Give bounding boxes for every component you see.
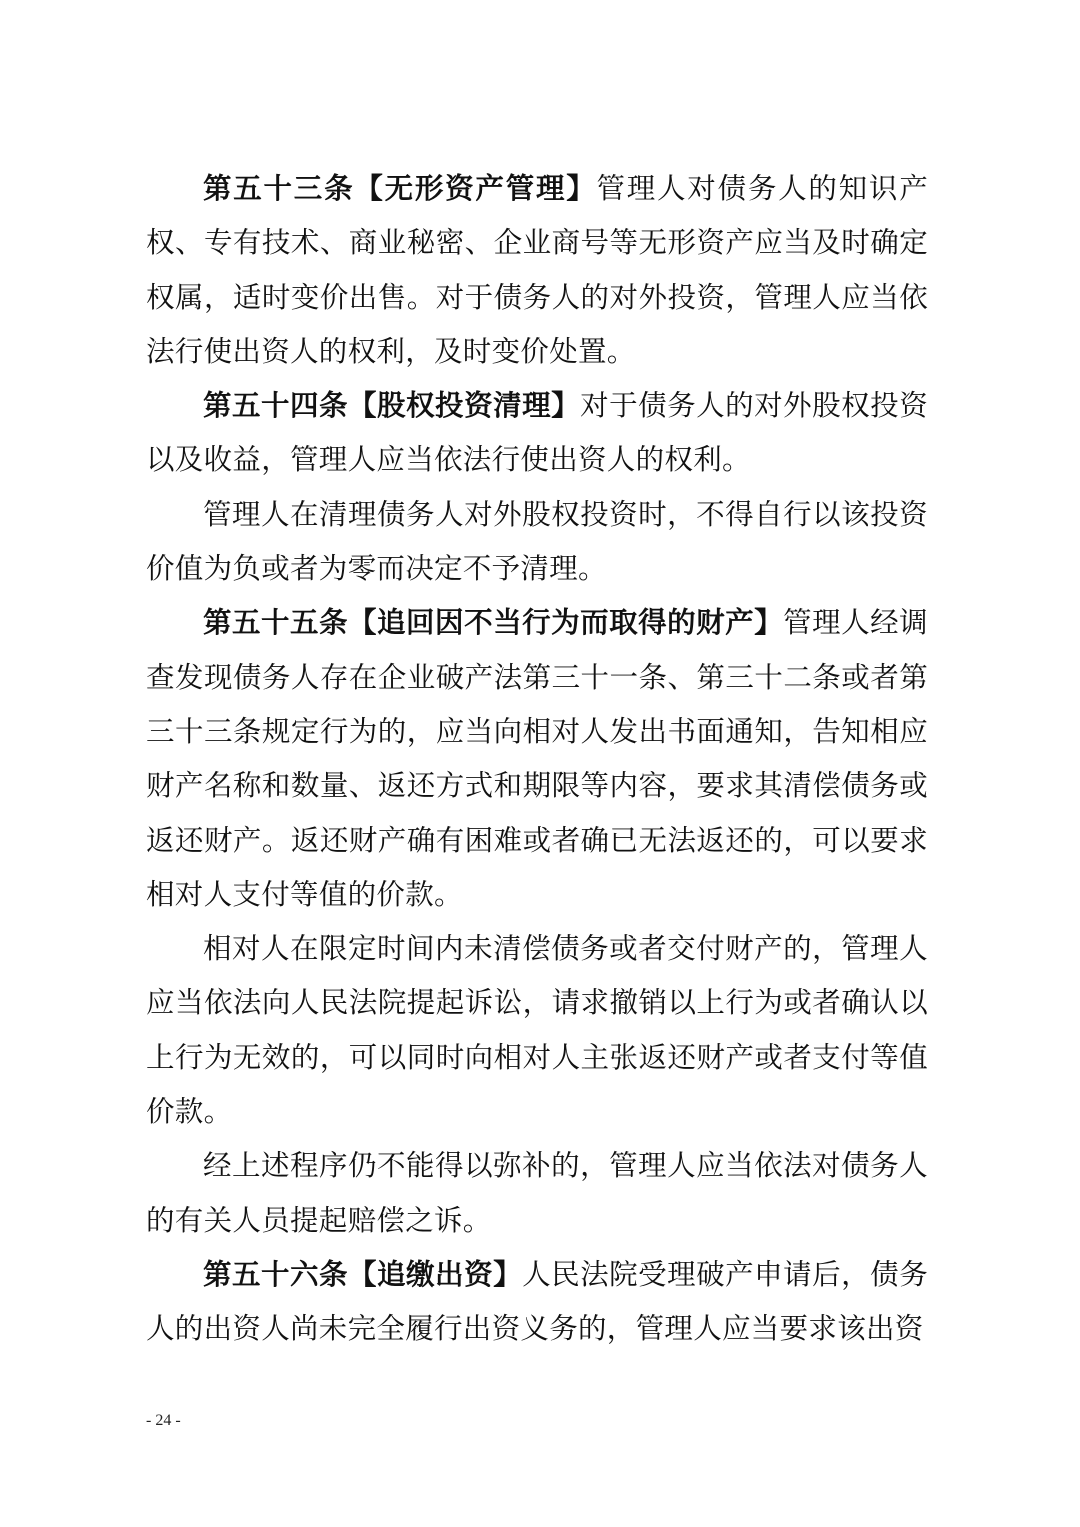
article-54-text-2: 管理人在清理债务人对外股权投资时，不得自行以该投资价值为负或者为零而决定不予清理。 (146, 497, 928, 586)
article-55-paragraph-2 (146, 922, 928, 1139)
article-56-text: 人民法院受理破产申请后，债务人的出资人尚未完全履行出资义务的，管理人应当要求该出资 (146, 1257, 928, 1346)
page-number: - 24 - (146, 1412, 181, 1429)
article-55-text-3: 经上述程序仍不能得以弥补的，管理人应当依法对债务人的有关人员提起赔偿之诉。 (146, 1149, 928, 1237)
article-55-heading: 第五十五条【追回因不当行为而取得的财产】 (203, 606, 784, 640)
article-55-paragraph (146, 596, 928, 922)
article-56-heading: 第五十六条【追缴出资】 (203, 1257, 523, 1291)
article-53-text: 管理人对债务人的知识产权、专有技术、商业秘密、企业商号等无形资产应当及时确定权属，适时变价出售。对于债务人的对外投资，管理人应当依法行使出资人的权利，及时变价处置。 (146, 172, 928, 368)
article-55-paragraph-3 (146, 1139, 928, 1248)
article-55-text-2: 相对人在限定时间内未清偿债务或者交付财产的，管理人应当依法向人民法院提起诉讼，请求撤销以上行为或者确认以上行为无效的，可以同时向相对人主张返还财产或者支付等值价款。 (146, 932, 928, 1129)
document-body (146, 162, 928, 1357)
article-54-heading: 第五十四条【股权投资清理】 (203, 389, 581, 423)
article-55-text: 管理人经调查发现债务人存在企业破产法第三十一条、第三十二条或者第三十三条规定行为的，应当向相对人发出书面通知，告知相应财产名称和数量、返还方式和期限等内容，要求其清偿债务或返还财产。返还财产确有困难或者确已无法返还的，可以要求相对人支付等值的价款。 (146, 606, 928, 911)
article-53-heading: 第五十三条【无形资产管理】 (203, 172, 597, 205)
article-56-paragraph (146, 1248, 928, 1357)
article-53-paragraph (146, 162, 928, 379)
article-54-text: 对于债务人的对外股权投资以及收益，管理人应当依法行使出资人的权利。 (146, 389, 928, 477)
article-54-paragraph (146, 379, 928, 488)
article-54-paragraph-2 (146, 488, 928, 597)
